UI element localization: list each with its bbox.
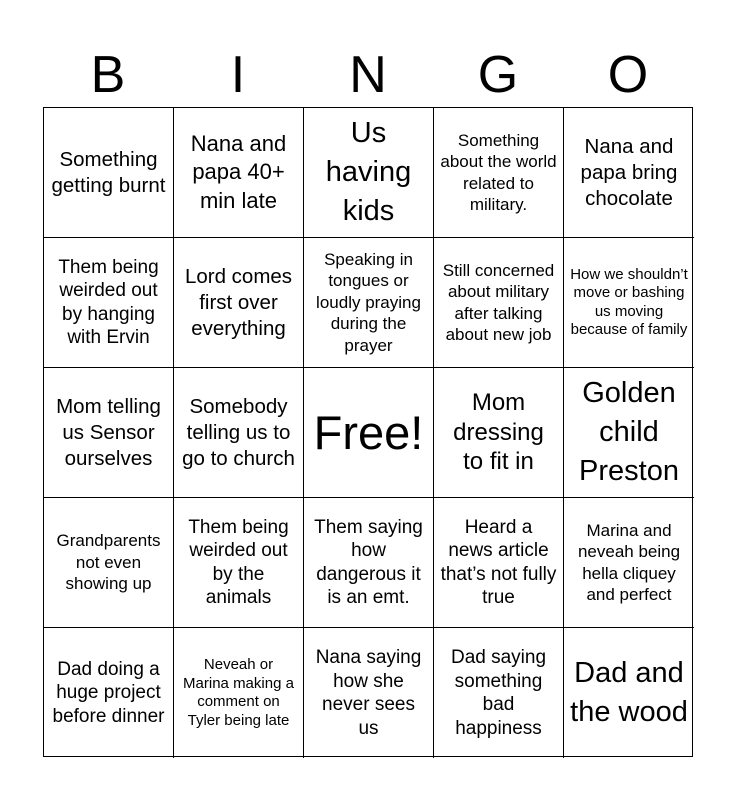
- header-letter-g: G: [477, 46, 519, 104]
- bingo-cell[interactable]: Somebody telling us to go to church: [174, 368, 304, 498]
- bingo-cell[interactable]: Heard a news article that’s not fully true: [434, 498, 564, 628]
- bingo-cell-free[interactable]: Free!: [304, 368, 434, 498]
- bingo-cell[interactable]: Us having kids: [304, 108, 434, 238]
- bingo-cell[interactable]: Mom dressing to fit in: [434, 368, 564, 498]
- bingo-cell[interactable]: How we shouldn’t move or bashing us moving because of family: [564, 238, 694, 368]
- bingo-cell[interactable]: Dad and the wood: [570, 657, 688, 728]
- header-letter-b: B: [90, 46, 126, 104]
- bingo-header: [43, 44, 693, 106]
- bingo-cell[interactable]: Something about the world related to military.: [434, 108, 564, 238]
- header-letter-i: I: [230, 46, 246, 104]
- bingo-cell[interactable]: Something getting burnt: [44, 108, 174, 238]
- bingo-cell[interactable]: Lord comes first over everything: [174, 238, 304, 368]
- bingo-cell[interactable]: Nana and papa bring chocolate: [564, 108, 694, 238]
- bingo-cell[interactable]: Golden child Preston: [564, 368, 694, 498]
- bingo-cell[interactable]: Them being weirded out by the animals: [174, 498, 304, 628]
- bingo-cell[interactable]: Neveah or Marina making a comment on Tyler being late: [174, 628, 304, 758]
- bingo-cell[interactable]: Them being weirded out by hanging with Ervin: [44, 238, 174, 368]
- bingo-cell[interactable]: Grandparents not even showing up: [44, 498, 174, 628]
- bingo-cell[interactable]: Marina and neveah being hella cliquey and perfect: [564, 498, 694, 628]
- bingo-cell[interactable]: Dad saying something bad happiness: [434, 628, 564, 758]
- header-letter-o: O: [607, 46, 649, 104]
- bingo-cell[interactable]: Nana saying how she never sees us: [304, 628, 434, 758]
- bingo-cell[interactable]: Still concerned about military after talking about new job: [434, 238, 564, 368]
- bingo-cell[interactable]: Them saying how dangerous it is an emt.: [304, 498, 434, 628]
- header-letter-n: N: [349, 46, 387, 104]
- bingo-cell[interactable]: Nana and papa 40+ min late: [174, 108, 304, 238]
- bingo-cell[interactable]: Mom telling us Sensor ourselves: [44, 368, 174, 498]
- bingo-cell[interactable]: Dad doing a huge project before dinner: [44, 628, 174, 758]
- bingo-board: [43, 107, 693, 757]
- bingo-cell[interactable]: Speaking in tongues or loudly praying during the prayer: [304, 238, 434, 368]
